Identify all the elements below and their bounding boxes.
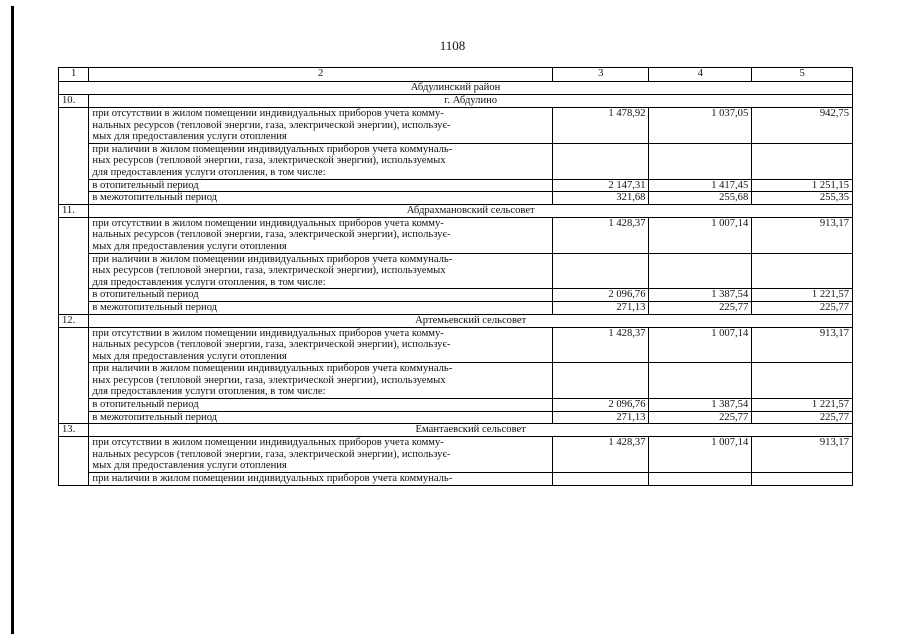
- table-row: [59, 143, 853, 179]
- description-line: мых для предоставления услуги отопления: [92, 350, 287, 362]
- table-row: [59, 289, 853, 302]
- row-description: [89, 327, 553, 363]
- value-cell: 1 221,57: [752, 399, 853, 412]
- row-description: [89, 473, 553, 486]
- header-cell: 4: [649, 68, 752, 82]
- section-header-row: [59, 204, 853, 217]
- value-cell: 2 096,76: [553, 399, 649, 412]
- table-row: [59, 179, 853, 192]
- value-cell: 1 428,37: [553, 437, 649, 473]
- value-cell: 1 428,37: [553, 217, 649, 253]
- table-row: [59, 437, 853, 473]
- value-cell: [752, 143, 853, 179]
- section-number-continued: [59, 108, 89, 205]
- description-line: нальных ресурсов (тепловой энергии, газа, электрической энергии), использує-: [92, 119, 451, 131]
- value-cell: 255,35: [752, 192, 853, 205]
- value-cell: 1 478,92: [553, 108, 649, 144]
- value-cell: 2 147,31: [553, 179, 649, 192]
- table-row: [59, 108, 853, 144]
- section-name: Артемьевский сельсовет: [89, 314, 853, 327]
- description-line: нальных ресурсов (тепловой энергии, газа, электрической энергии), использує-: [92, 339, 451, 351]
- table-row: [59, 411, 853, 424]
- table-row: [59, 253, 853, 289]
- section-number: 10.: [59, 95, 89, 108]
- description-line: при отсутствии в жилом помещении индивидуальных приборов учета комму-: [92, 108, 444, 119]
- description-line: для предоставления услуги отопления, в том числе:: [92, 276, 326, 288]
- description-line: при наличии в жилом помещении индивидуальных приборов учета коммуналь-: [92, 143, 453, 155]
- value-cell: [752, 363, 853, 399]
- description-line: при наличии в жилом помещении индивидуальных приборов учета коммуналь-: [92, 363, 453, 375]
- value-cell: [752, 253, 853, 289]
- value-cell: 913,17: [752, 437, 853, 473]
- section-number-continued: [59, 437, 89, 485]
- value-cell: 913,17: [752, 327, 853, 363]
- table-row: [59, 363, 853, 399]
- row-label: в отопительный период: [89, 289, 553, 302]
- value-cell: [752, 473, 853, 486]
- page-edge-line: [11, 6, 14, 634]
- value-cell: [649, 473, 752, 486]
- header-cell: 3: [553, 68, 649, 82]
- row-description: [89, 363, 553, 399]
- section-number: 13.: [59, 424, 89, 437]
- section-number: 11.: [59, 204, 89, 217]
- row-description: [89, 437, 553, 473]
- value-cell: 225,77: [752, 411, 853, 424]
- table-row: [59, 327, 853, 363]
- value-cell: 1 251,15: [752, 179, 853, 192]
- description-line: ных ресурсов (тепловой энергии, газа, электрической энергии), используемых: [92, 374, 446, 386]
- value-cell: 1 037,05: [649, 108, 752, 144]
- value-cell: 1 428,37: [553, 327, 649, 363]
- description-line: мых для предоставления услуги отопления: [92, 131, 287, 143]
- value-cell: [553, 253, 649, 289]
- description-line: для предоставления услуги отопления, в том числе:: [92, 386, 326, 398]
- value-cell: 1 387,54: [649, 289, 752, 302]
- row-description: [89, 143, 553, 179]
- section-header-row: [59, 95, 853, 108]
- description-line: при наличии в жилом помещении индивидуальных приборов учета коммуналь-: [92, 253, 453, 265]
- value-cell: 1 007,14: [649, 217, 752, 253]
- district-row: [59, 82, 853, 95]
- section-header-row: [59, 424, 853, 437]
- description-line: при отсутствии в жилом помещении индивидуальных приборов учета комму-: [92, 327, 444, 339]
- header-cell: 1: [59, 68, 89, 82]
- page-number: 1108: [439, 38, 466, 53]
- description-line: ных ресурсов (тепловой энергии, газа, электрической энергии), используемых: [92, 265, 446, 277]
- description-line: нальных ресурсов (тепловой энергии, газа, электрической энергии), использує-: [92, 448, 451, 460]
- row-label: в межотопительный период: [89, 411, 553, 424]
- district-name: Абдулинский район: [59, 82, 853, 95]
- section-name: г. Абдулино: [89, 95, 853, 108]
- tariff-table: [58, 67, 853, 486]
- description-line: при отсутствии в жилом помещении индивидуальных приборов учета комму-: [92, 217, 444, 229]
- value-cell: 913,17: [752, 217, 853, 253]
- header-cell: 5: [752, 68, 853, 82]
- section-number: 12.: [59, 314, 89, 327]
- value-cell: 1 417,45: [649, 179, 752, 192]
- description-line: нальных ресурсов (тепловой энергии, газа, электрической энергии), использує-: [92, 229, 451, 241]
- value-cell: [649, 253, 752, 289]
- value-cell: 321,68: [553, 192, 649, 205]
- value-cell: 255,68: [649, 192, 752, 205]
- value-cell: 1 221,57: [752, 289, 853, 302]
- value-cell: 271,13: [553, 411, 649, 424]
- value-cell: 942,75: [752, 108, 853, 144]
- table-row: [59, 192, 853, 205]
- section-name: Абдрахмановский сельсовет: [89, 204, 853, 217]
- row-label: в межотопительный период: [89, 192, 553, 205]
- description-line: мых для предоставления услуги отопления: [92, 240, 287, 252]
- value-cell: 225,77: [649, 301, 752, 314]
- description-line: при отсутствии в жилом помещении индивидуальных приборов учета комму-: [92, 437, 444, 449]
- value-cell: 1 007,14: [649, 437, 752, 473]
- table-row: [59, 217, 853, 253]
- row-description: [89, 217, 553, 253]
- row-description: [89, 108, 553, 144]
- table-row: [59, 301, 853, 314]
- row-description: [89, 253, 553, 289]
- header-row: [59, 68, 853, 82]
- value-cell: 1 007,14: [649, 327, 752, 363]
- value-cell: [649, 143, 752, 179]
- value-cell: [553, 363, 649, 399]
- description-line: для предоставления услуги отопления, в том числе:: [92, 166, 326, 178]
- value-cell: 1 387,54: [649, 399, 752, 412]
- description-line: при наличии в жилом помещении индивидуальных приборов учета коммуналь-: [92, 473, 453, 485]
- row-label: в межотопительный период: [89, 301, 553, 314]
- value-cell: 225,77: [649, 411, 752, 424]
- section-name: Емантаевский сельсовет: [89, 424, 853, 437]
- value-cell: [553, 473, 649, 486]
- value-cell: 2 096,76: [553, 289, 649, 302]
- section-number-continued: [59, 327, 89, 424]
- table-row: [59, 399, 853, 412]
- section-header-row: [59, 314, 853, 327]
- description-line: мых для предоставления услуги отопления: [92, 460, 287, 472]
- value-cell: [649, 363, 752, 399]
- description-line: ных ресурсов (тепловой энергии, газа, электрической энергии), используемых: [92, 155, 446, 167]
- header-cell: 2: [89, 68, 553, 82]
- value-cell: 271,13: [553, 301, 649, 314]
- row-label: в отопительный период: [89, 399, 553, 412]
- value-cell: [553, 143, 649, 179]
- table-row: [59, 473, 853, 486]
- value-cell: 225,77: [752, 301, 853, 314]
- row-label: в отопительный период: [89, 179, 553, 192]
- section-number-continued: [59, 217, 89, 314]
